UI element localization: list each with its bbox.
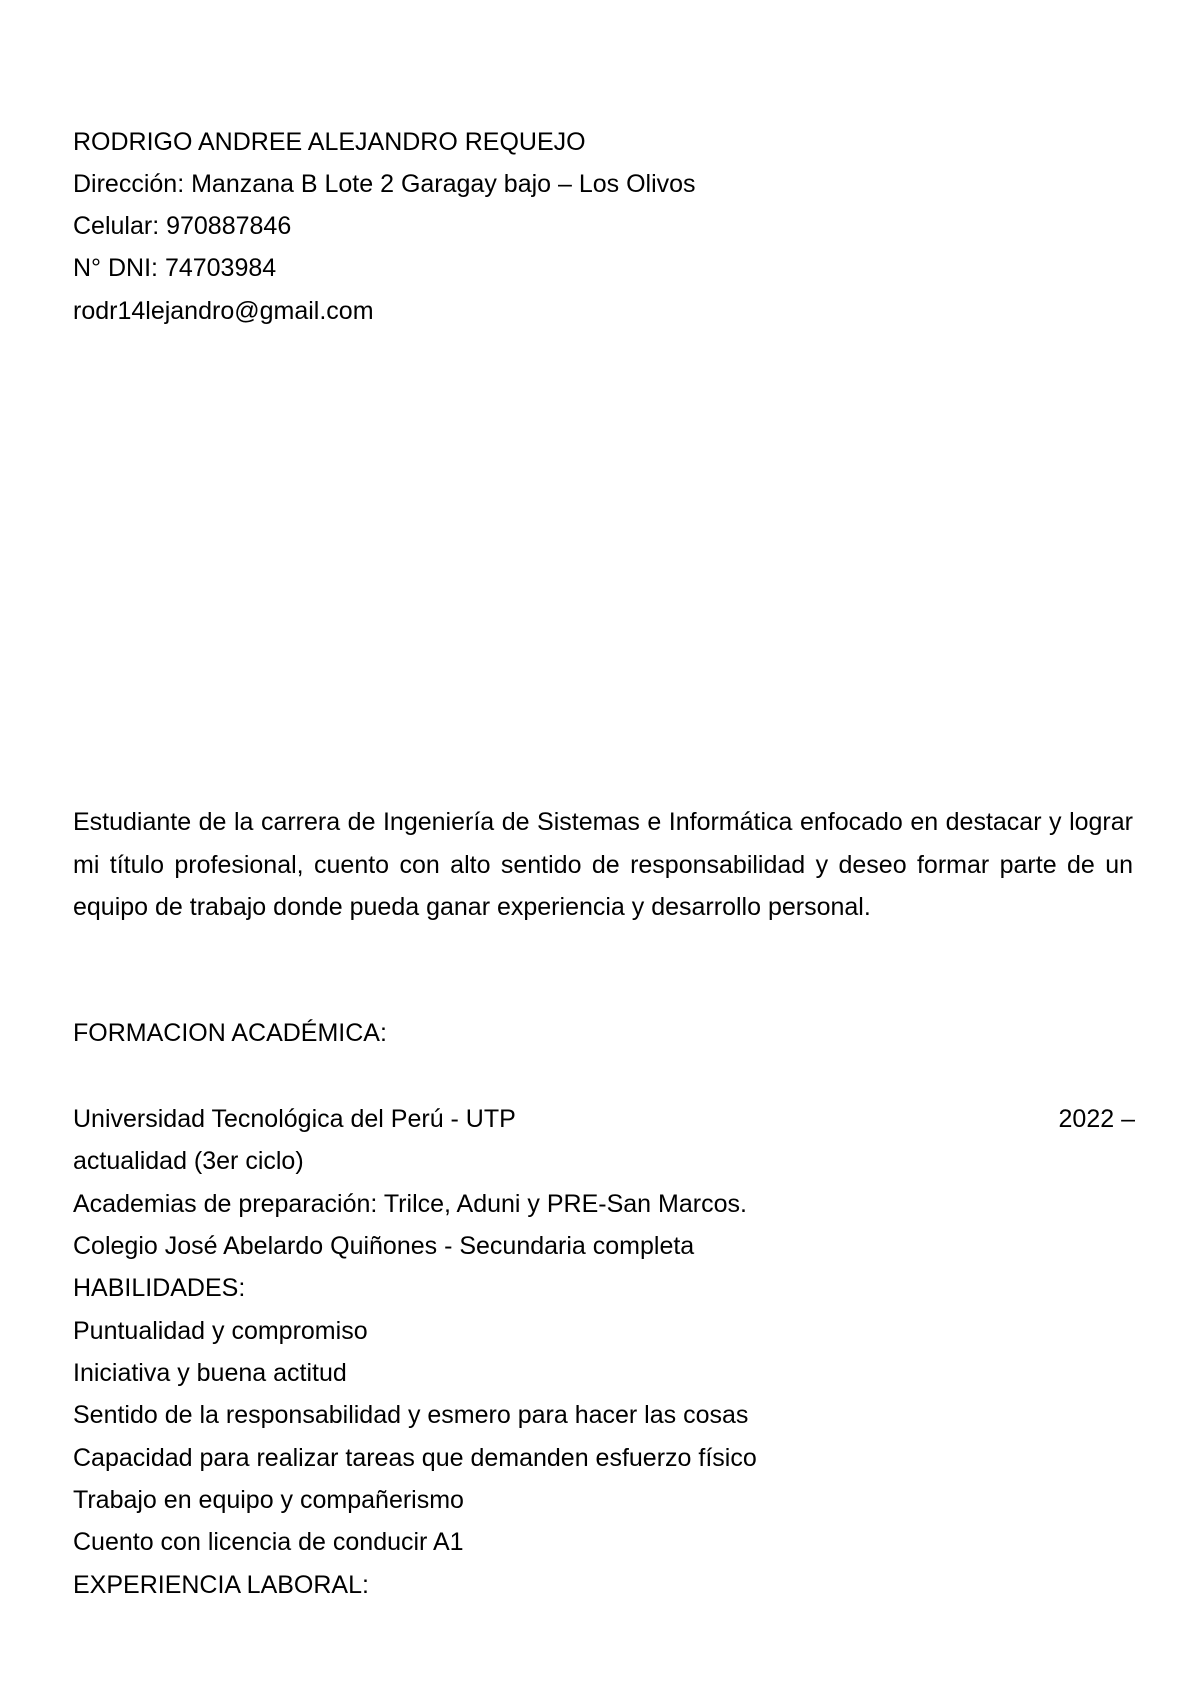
education-university-period: 2022 – [1058, 1105, 1135, 1133]
candidate-name: RODRIGO ANDREE ALEJANDRO REQUEJO [73, 128, 586, 156]
education-academies: Academias de preparación: Trilce, Aduni y PRE-San Marcos. [73, 1190, 747, 1218]
dni-line: N° DNI: 74703984 [73, 254, 277, 282]
education-university-period-cont: actualidad (3er ciclo) [73, 1147, 304, 1175]
skill-item: Capacidad para realizar tareas que demanden esfuerzo físico [73, 1444, 757, 1472]
experience-heading: EXPERIENCIA LABORAL: [73, 1571, 369, 1599]
education-university: Universidad Tecnológica del Perú - UTP [73, 1105, 516, 1133]
education-heading: FORMACION ACADÉMICA: [73, 1019, 387, 1047]
skill-item: Sentido de la responsabilidad y esmero para hacer las cosas [73, 1401, 749, 1429]
skill-item: Puntualidad y compromiso [73, 1317, 368, 1345]
skills-heading: HABILIDADES: [73, 1274, 246, 1302]
skill-item: Iniciativa y buena actitud [73, 1359, 347, 1387]
address-line: Dirección: Manzana B Lote 2 Garagay bajo – Los Olivos [73, 170, 696, 198]
education-school: Colegio José Abelardo Quiñones - Secundaria completa [73, 1232, 695, 1260]
phone-line: Celular: 970887846 [73, 212, 292, 240]
email-line: rodr14lejandro@gmail.com [73, 297, 374, 325]
skill-item: Cuento con licencia de conducir A1 [73, 1528, 464, 1556]
skill-item: Trabajo en equipo y compañerismo [73, 1486, 464, 1514]
profile-paragraph: Estudiante de la carrera de Ingeniería de Sistemas e Informática enfocado en destacar y lograr mi título profesional, cuento con alto sentido de responsabilidad y deseo formar parte de un equipo de trabajo donde pueda ganar experiencia y desarrollo personal. [73, 808, 1133, 921]
